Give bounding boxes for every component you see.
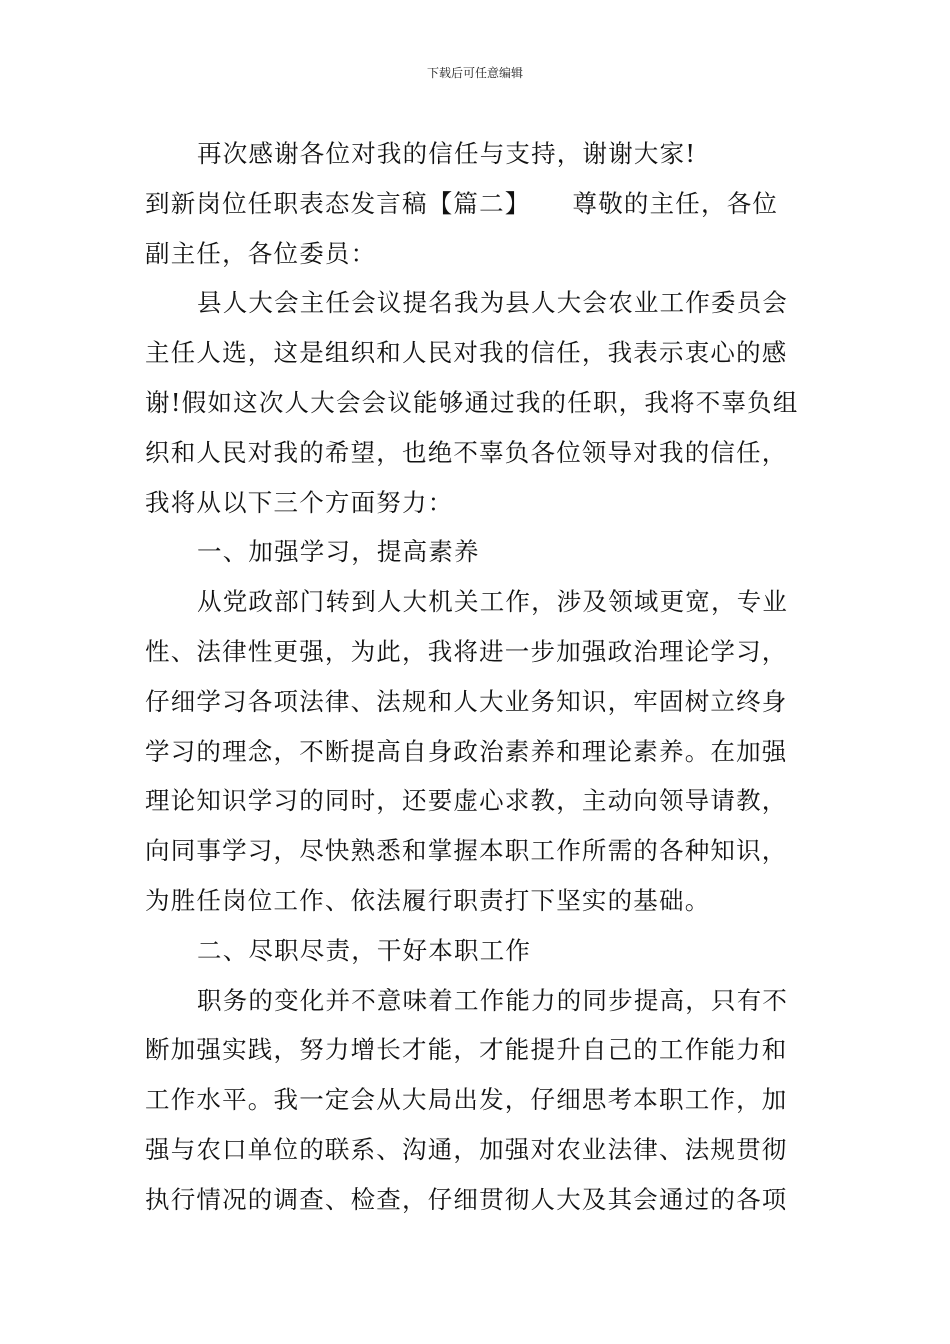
paragraph-line: 强与农口单位的联系、沟通，加强对农业法律、法规贯彻 — [145, 1134, 788, 1164]
paragraph-line: 为胜任岗位工作、依法履行职责打下坚实的基础。 — [145, 885, 711, 915]
paragraph-line: 执行情况的调查、检查，仔细贯彻人大及其会通过的各项 — [145, 1184, 788, 1214]
salutation-start: 尊敬的主任，各位 — [572, 188, 779, 218]
subheading-line: 一、加强学习，提高素养 — [197, 537, 480, 567]
paragraph-line: 我将从以下三个方面努力： — [145, 487, 454, 517]
paragraph-line: 织和人民对我的希望，也绝不辜负各位领导对我的信任， — [145, 437, 788, 467]
subheading-line: 二、尽职尽责，干好本职工作 — [197, 935, 532, 965]
paragraph-line: 谢!假如这次人大会会议能够通过我的任职，我将不辜负组 — [145, 387, 799, 417]
paragraph-line: 性、法律性更强，为此，我将进一步加强政治理论学习， — [145, 636, 788, 666]
paragraph-line: 职务的变化并不意味着工作能力的同步提高，只有不 — [197, 985, 789, 1015]
paragraph-line: 理论知识学习的同时，还要虚心求教，主动向领导请教， — [145, 786, 788, 816]
paragraph-line: 工作水平。我一定会从大局出发，仔细思考本职工作，加 — [145, 1085, 788, 1115]
paragraph-line: 再次感谢各位对我的信任与支持，谢谢大家! — [197, 139, 697, 168]
document-body — [145, 129, 810, 1225]
paragraph-line: 向同事学习，尽快熟悉和掌握本职工作所需的各种知识， — [145, 836, 788, 866]
paragraph-line: 学习的理念，不断提高自身政治素养和理论素养。在加强 — [145, 736, 788, 766]
section-title: 到新岗位任职表态发言稿【篇二】 — [145, 188, 531, 218]
paragraph-line: 县人大会主任会议提名我为县人大会农业工作委员会 — [197, 288, 789, 318]
salutation-line: 副主任，各位委员： — [145, 238, 377, 268]
paragraph-line: 从党政部门转到人大机关工作，涉及领域更宽，专业 — [197, 587, 789, 617]
section-title-line — [145, 179, 810, 229]
paragraph-line: 仔细学习各项法律、法规和人大业务知识，牢固树立终身 — [145, 686, 788, 716]
paragraph-line: 主任人选，这是组织和人民对我的信任，我表示衷心的感 — [145, 338, 788, 368]
paragraph-line: 断加强实践，努力增长才能，才能提升自己的工作能力和 — [145, 1035, 788, 1065]
header-note: 下载后可任意编辑 — [426, 66, 523, 80]
